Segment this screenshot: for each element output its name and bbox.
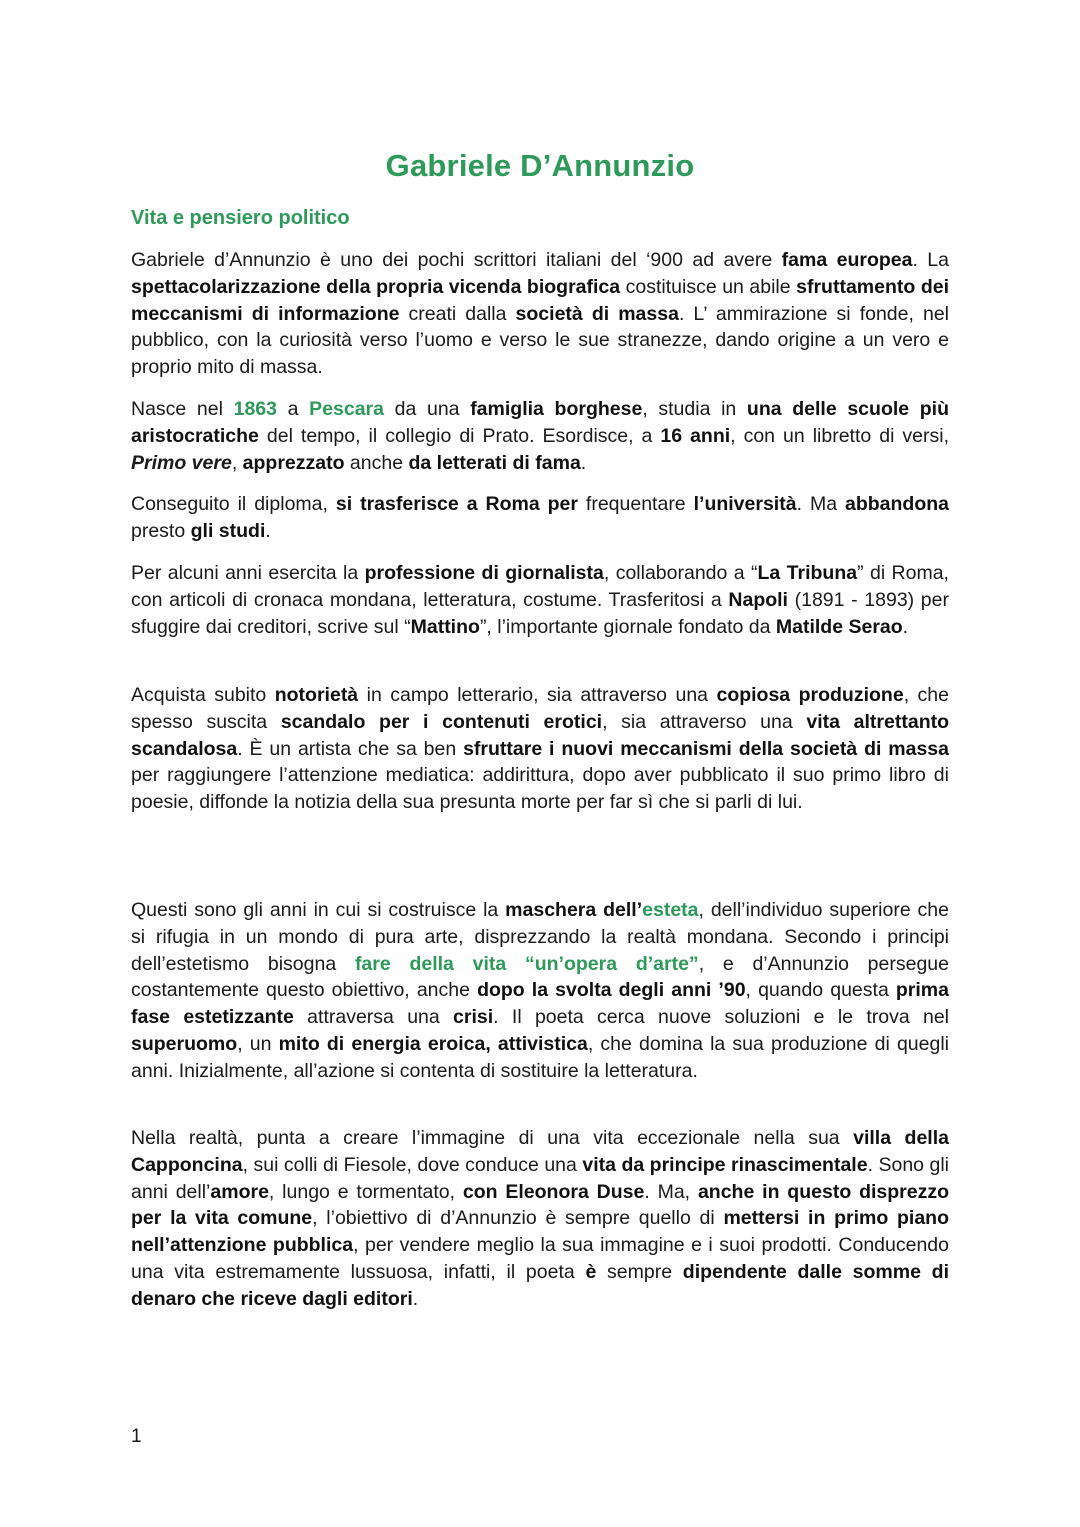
text-run: , che domina la sua produzione di quegli anni. Inizialmente, all’azione si contenta di sostituire la letteratura. <box>131 1032 949 1082</box>
text-run: . Ma, <box>644 1180 698 1203</box>
paragraph-6 <box>131 897 949 1085</box>
text-run: , che spesso suscita <box>131 684 949 733</box>
text-run: da letterati di fama <box>408 451 581 474</box>
text-run: amore <box>210 1180 269 1203</box>
paragraph-7 <box>131 1125 949 1313</box>
text-run: abbandona <box>845 493 950 515</box>
text-run: mettersi in primo piano nell’attenzione pubblica <box>131 1207 949 1257</box>
text-run: , <box>231 451 243 474</box>
text-run: scandalo per i contenuti erotici <box>280 710 603 733</box>
text-run: . <box>902 615 909 638</box>
text-run: prima fase estetizzante <box>131 979 949 1029</box>
text-run: Acquista subito <box>131 684 275 706</box>
paragraph-4 <box>131 560 949 640</box>
text-run: anche in questo disprezzo per la vita comune <box>131 1180 949 1230</box>
text-run: per raggiungere l’attenzione mediatica: addirittura, dopo aver pubblicato il suo primo libro di poesie, diffonde la notizia della sua presunta morte per far sì che si parli di lui. <box>131 764 949 814</box>
text-run: . Ma <box>796 493 845 515</box>
text-run: Nella realtà, punta a creare l’immagine di una vita eccezionale nella sua <box>131 1127 854 1149</box>
text-run: dipendente dalle somme di denaro che riceve dagli editori <box>131 1260 949 1310</box>
text-run: presto <box>131 519 191 542</box>
text-run: dopo la svolta degli anni ’90 <box>477 979 746 1002</box>
text-run: gli studi <box>190 519 266 542</box>
text-run: anche <box>344 451 409 474</box>
text-run: Conseguito il diploma, <box>131 493 336 515</box>
text-run: a <box>277 398 310 420</box>
text-run: l’università <box>693 493 797 515</box>
text-run: Pescara <box>309 398 384 420</box>
text-run: Mattino <box>410 615 480 638</box>
text-run: Matilde Serao <box>775 615 903 638</box>
text-run: Gabriele d’Annunzio è uno dei pochi scrittori italiani del ‘900 ad avere <box>131 249 782 271</box>
text-run: con Eleonora Duse <box>462 1180 645 1203</box>
text-run: famiglia borghese <box>470 398 643 420</box>
text-run: spettacolarizzazione della propria vicenda biografica <box>131 275 621 298</box>
text-run: costituisce un abile <box>620 275 797 298</box>
text-run: in campo letterario, sia attraverso una <box>358 684 717 706</box>
text-run: esteta <box>642 899 699 921</box>
text-run: . <box>265 519 271 542</box>
text-run: sfruttamento dei meccanismi di informazione <box>131 275 949 325</box>
text-run: ” di Roma, con articoli di cronaca mondana, letteratura, costume. Trasferitosi a <box>131 562 949 611</box>
text-run: superuomo <box>131 1032 238 1055</box>
text-run: sempre <box>596 1260 683 1283</box>
text-run: sfruttare i nuovi meccanismi della società di massa <box>463 737 949 760</box>
text-run: , collaborando a “ <box>603 562 758 584</box>
text-run: frequentare <box>577 493 694 515</box>
text-run: , per vendere meglio la sua immagine e i suoi prodotti. Conducendo una vita estremamente lussuosa, infatti, il poeta <box>131 1234 949 1283</box>
text-run: 1863 <box>233 398 277 420</box>
text-run: , quando questa <box>745 979 896 1002</box>
text-run: , sia attraverso una <box>602 710 807 733</box>
text-run: professione di giornalista <box>364 562 604 584</box>
text-run: Nasce nel <box>131 398 234 420</box>
text-run: , dell’individuo superiore che si rifugia in un mondo di pura arte, disprezzando la realtà mondana. Secondo i principi dell’estetismo bisogna <box>131 899 949 975</box>
text-run: . <box>412 1287 419 1310</box>
text-run: (1891 - 1893) per sfuggire dai creditori, scrive sul “ <box>131 588 949 638</box>
text-run: . La <box>912 249 949 271</box>
text-run: Primo vere <box>131 451 232 474</box>
text-run: villa della Capponcina <box>131 1127 949 1176</box>
paragraph-3 <box>131 491 949 545</box>
paragraph-1 <box>131 247 949 381</box>
text-run: apprezzato <box>242 451 345 474</box>
text-run: 16 anni <box>660 424 731 447</box>
text-run: notorietà <box>274 684 359 706</box>
text-run: crisi <box>453 1006 494 1029</box>
text-run: Per alcuni anni esercita la <box>131 562 365 584</box>
text-run: , l’obiettivo di d’Annunzio è sempre quello di <box>312 1207 724 1230</box>
text-run: . Il poeta cerca nuove soluzioni e le trova nel <box>493 1006 949 1029</box>
text-run: . Sono gli anni dell’ <box>131 1153 950 1203</box>
text-run: da una <box>383 398 471 420</box>
text-run: , e d’Annunzio persegue costantemente questo obiettivo, anche <box>131 952 949 1002</box>
text-run: fare della vita “un’opera d’arte” <box>354 952 699 975</box>
text-run: Questi sono gli anni in cui si costruisce la <box>131 899 506 921</box>
text-run: è <box>585 1260 597 1283</box>
text-run: ”, l’importante giornale fondato da <box>479 615 776 638</box>
paragraph-2 <box>131 396 949 476</box>
text-run: , con un libretto di versi, <box>730 424 949 447</box>
text-run: . È un artista che sa ben <box>237 737 464 760</box>
text-run: vita da principe rinascimentale <box>582 1153 868 1176</box>
text-run: copiosa produzione <box>716 684 904 706</box>
text-run: vita altrettanto scandalosa <box>131 710 950 760</box>
page-title: Gabriele D’Annunzio <box>385 148 695 183</box>
paragraph-5 <box>131 682 949 816</box>
text-run: del tempo, il collegio di Prato. Esordisce, a <box>258 424 661 447</box>
text-run: si trasferisce a Roma per <box>335 493 578 515</box>
text-run: La Tribuna <box>757 562 858 584</box>
text-run: società di massa <box>515 302 679 325</box>
text-run: , un <box>237 1032 279 1055</box>
text-run: maschera dell’ <box>505 899 643 921</box>
text-run: , sui colli di Fiesole, dove conduce una <box>242 1153 583 1176</box>
text-run: creati dalla <box>399 302 516 325</box>
text-run: , studia in <box>642 398 747 420</box>
text-run: fama europea <box>781 249 913 271</box>
page-number: 1 <box>131 1426 142 1447</box>
section-heading: Vita e pensiero politico <box>131 207 350 229</box>
text-run: Napoli <box>728 588 788 611</box>
text-run: attraversa una <box>293 1006 454 1029</box>
text-run: , lungo e tormentato, <box>268 1180 463 1203</box>
text-run: una delle scuole più aristocratiche <box>131 398 950 447</box>
text-run: mito di energia eroica, attivistica <box>278 1032 588 1055</box>
text-run: . <box>580 451 587 474</box>
text-run: . L’ ammirazione si fonde, nel pubblico, con la curiosità verso l’uomo e verso le sue stranezze, dando origine a un vero e proprio mito di massa. <box>131 302 950 379</box>
